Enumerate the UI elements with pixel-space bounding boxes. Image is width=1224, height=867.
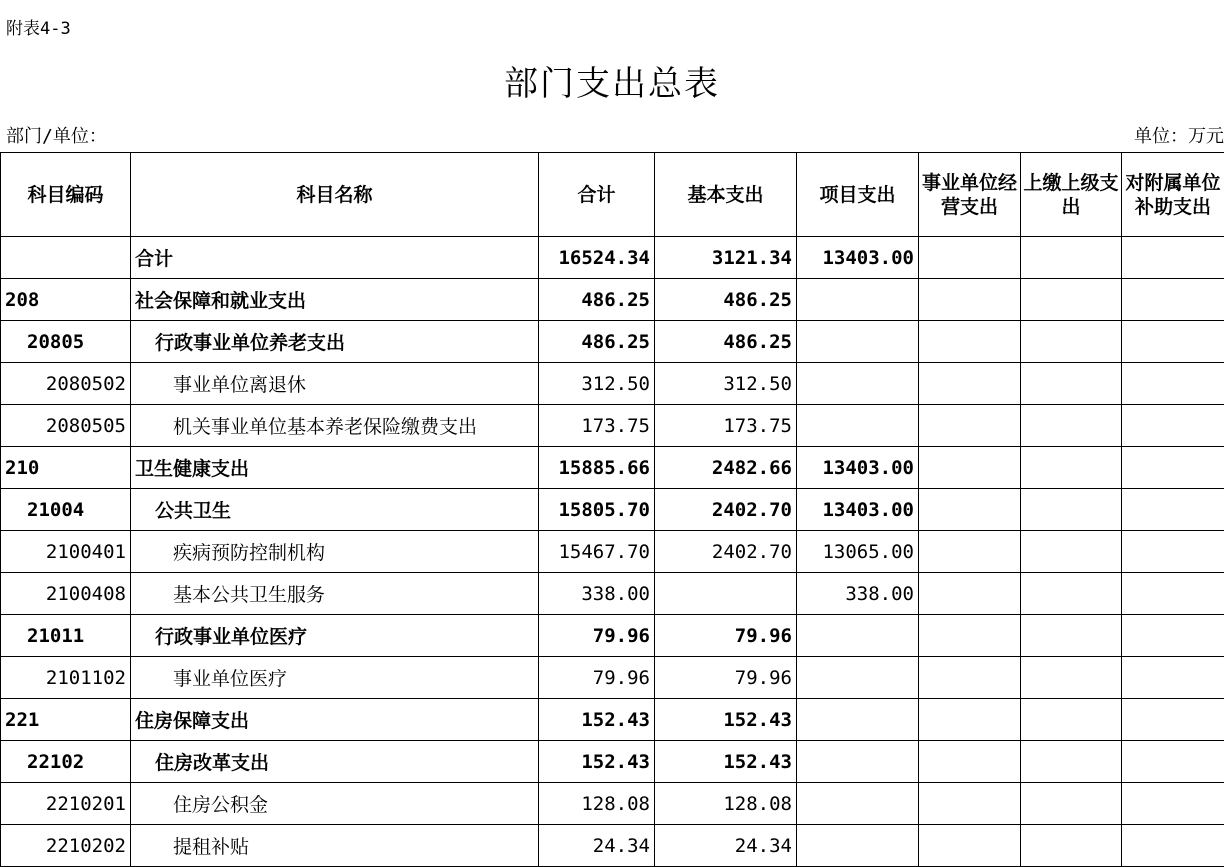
row-name-cell: 合计 — [131, 237, 539, 279]
row-total-cell: 128.08 — [539, 783, 655, 825]
row-code-cell: 2210202 — [1, 825, 131, 867]
row-name-cell: 行政事业单位养老支出 — [131, 321, 539, 363]
col-header-code: 科目编码 — [1, 153, 131, 237]
col-header-total: 合计 — [539, 153, 655, 237]
row-subsidy-cell — [1122, 699, 1224, 741]
row-total-cell: 15885.66 — [539, 447, 655, 489]
col-header-project: 项目支出 — [797, 153, 919, 237]
row-basic-cell: 486.25 — [655, 279, 797, 321]
row-remit-cell — [1021, 531, 1122, 573]
row-subsidy-cell — [1122, 447, 1224, 489]
row-business-cell — [919, 825, 1021, 867]
row-project-cell: 13065.00 — [797, 531, 919, 573]
row-business-cell — [919, 783, 1021, 825]
table-row — [1, 741, 1224, 783]
row-code-cell: 20805 — [1, 321, 131, 363]
row-code-cell: 2080502 — [1, 363, 131, 405]
table-row — [1, 699, 1224, 741]
table-row — [1, 321, 1224, 363]
table-row — [1, 657, 1224, 699]
row-name-cell: 事业单位离退休 — [131, 363, 539, 405]
row-code-cell: 2101102 — [1, 657, 131, 699]
row-business-cell — [919, 573, 1021, 615]
row-business-cell — [919, 321, 1021, 363]
row-business-cell — [919, 699, 1021, 741]
row-business-cell — [919, 279, 1021, 321]
row-business-cell — [919, 741, 1021, 783]
row-project-cell — [797, 615, 919, 657]
row-basic-cell: 2402.70 — [655, 489, 797, 531]
row-subsidy-cell — [1122, 489, 1224, 531]
col-header-remit: 上缴上级支出 — [1021, 153, 1122, 237]
row-total-cell: 173.75 — [539, 405, 655, 447]
row-name-cell: 机关事业单位基本养老保险缴费支出 — [131, 405, 539, 447]
table-row — [1, 531, 1224, 573]
row-total-cell: 79.96 — [539, 657, 655, 699]
table-row — [1, 405, 1224, 447]
row-subsidy-cell — [1122, 531, 1224, 573]
row-subsidy-cell — [1122, 405, 1224, 447]
row-basic-cell: 312.50 — [655, 363, 797, 405]
row-name-cell: 行政事业单位医疗 — [131, 615, 539, 657]
row-remit-cell — [1021, 657, 1122, 699]
row-total-cell: 486.25 — [539, 321, 655, 363]
row-project-cell: 338.00 — [797, 573, 919, 615]
row-remit-cell — [1021, 363, 1122, 405]
row-name-cell: 住房改革支出 — [131, 741, 539, 783]
row-subsidy-cell — [1122, 573, 1224, 615]
row-project-cell — [797, 279, 919, 321]
row-code-cell: 221 — [1, 699, 131, 741]
row-project-cell — [797, 825, 919, 867]
row-name-cell: 公共卫生 — [131, 489, 539, 531]
col-header-business: 事业单位经营支出 — [919, 153, 1021, 237]
row-code-cell: 2100401 — [1, 531, 131, 573]
row-basic-cell: 128.08 — [655, 783, 797, 825]
row-total-cell: 338.00 — [539, 573, 655, 615]
row-remit-cell — [1021, 321, 1122, 363]
row-subsidy-cell — [1122, 321, 1224, 363]
row-name-cell: 住房公积金 — [131, 783, 539, 825]
row-basic-cell: 79.96 — [655, 615, 797, 657]
header-row — [1, 153, 1224, 237]
row-project-cell: 13403.00 — [797, 489, 919, 531]
row-name-cell: 基本公共卫生服务 — [131, 573, 539, 615]
row-name-cell: 疾病预防控制机构 — [131, 531, 539, 573]
row-basic-cell: 2402.70 — [655, 531, 797, 573]
row-basic-cell: 152.43 — [655, 741, 797, 783]
row-name-cell: 提租补贴 — [131, 825, 539, 867]
row-code-cell: 21011 — [1, 615, 131, 657]
row-name-cell: 卫生健康支出 — [131, 447, 539, 489]
row-total-cell: 152.43 — [539, 699, 655, 741]
row-remit-cell — [1021, 279, 1122, 321]
row-subsidy-cell — [1122, 279, 1224, 321]
row-business-cell — [919, 657, 1021, 699]
row-business-cell — [919, 237, 1021, 279]
row-code-cell: 2210201 — [1, 783, 131, 825]
row-basic-cell: 24.34 — [655, 825, 797, 867]
row-project-cell — [797, 741, 919, 783]
row-project-cell — [797, 405, 919, 447]
row-project-cell: 13403.00 — [797, 237, 919, 279]
table-row — [1, 615, 1224, 657]
row-name-cell: 社会保障和就业支出 — [131, 279, 539, 321]
row-project-cell — [797, 321, 919, 363]
row-basic-cell — [655, 573, 797, 615]
row-code-cell — [1, 237, 131, 279]
row-total-cell: 15805.70 — [539, 489, 655, 531]
row-business-cell — [919, 531, 1021, 573]
col-header-basic: 基本支出 — [655, 153, 797, 237]
row-remit-cell — [1021, 447, 1122, 489]
table-row — [1, 573, 1224, 615]
row-total-cell: 486.25 — [539, 279, 655, 321]
row-basic-cell: 3121.34 — [655, 237, 797, 279]
table-row — [1, 237, 1224, 279]
row-project-cell — [797, 657, 919, 699]
row-basic-cell: 486.25 — [655, 321, 797, 363]
attachment-label: 附表4-3 — [6, 14, 71, 39]
row-total-cell: 312.50 — [539, 363, 655, 405]
row-remit-cell — [1021, 783, 1122, 825]
row-basic-cell: 152.43 — [655, 699, 797, 741]
row-remit-cell — [1021, 573, 1122, 615]
page-title: 部门支出总表 — [0, 56, 1224, 105]
row-business-cell — [919, 447, 1021, 489]
row-project-cell: 13403.00 — [797, 447, 919, 489]
row-subsidy-cell — [1122, 825, 1224, 867]
table-row — [1, 447, 1224, 489]
col-header-name: 科目名称 — [131, 153, 539, 237]
row-code-cell: 21004 — [1, 489, 131, 531]
table-row — [1, 363, 1224, 405]
row-remit-cell — [1021, 405, 1122, 447]
unit-label: 单位：万元 — [1134, 122, 1224, 148]
row-total-cell: 16524.34 — [539, 237, 655, 279]
table-row — [1, 825, 1224, 867]
row-total-cell: 152.43 — [539, 741, 655, 783]
row-business-cell — [919, 615, 1021, 657]
row-total-cell: 79.96 — [539, 615, 655, 657]
row-name-cell: 住房保障支出 — [131, 699, 539, 741]
row-project-cell — [797, 363, 919, 405]
row-remit-cell — [1021, 489, 1122, 531]
row-business-cell — [919, 489, 1021, 531]
row-basic-cell: 2482.66 — [655, 447, 797, 489]
row-code-cell: 22102 — [1, 741, 131, 783]
row-subsidy-cell — [1122, 615, 1224, 657]
col-header-subsidy: 对附属单位补助支出 — [1122, 153, 1224, 237]
table-row — [1, 279, 1224, 321]
row-total-cell: 24.34 — [539, 825, 655, 867]
row-subsidy-cell — [1122, 657, 1224, 699]
row-code-cell: 2100408 — [1, 573, 131, 615]
row-remit-cell — [1021, 699, 1122, 741]
row-basic-cell: 79.96 — [655, 657, 797, 699]
row-name-cell: 事业单位医疗 — [131, 657, 539, 699]
row-subsidy-cell — [1122, 237, 1224, 279]
row-project-cell — [797, 783, 919, 825]
row-code-cell: 208 — [1, 279, 131, 321]
row-business-cell — [919, 363, 1021, 405]
row-project-cell — [797, 699, 919, 741]
row-subsidy-cell — [1122, 783, 1224, 825]
row-remit-cell — [1021, 615, 1122, 657]
department-label: 部门/单位： — [6, 122, 107, 148]
row-remit-cell — [1021, 237, 1122, 279]
row-remit-cell — [1021, 825, 1122, 867]
row-basic-cell: 173.75 — [655, 405, 797, 447]
row-subsidy-cell — [1122, 363, 1224, 405]
row-business-cell — [919, 405, 1021, 447]
row-subsidy-cell — [1122, 741, 1224, 783]
row-total-cell: 15467.70 — [539, 531, 655, 573]
table-row — [1, 783, 1224, 825]
row-code-cell: 2080505 — [1, 405, 131, 447]
table-row — [1, 489, 1224, 531]
expenditure-table — [0, 152, 1224, 867]
row-remit-cell — [1021, 741, 1122, 783]
row-code-cell: 210 — [1, 447, 131, 489]
